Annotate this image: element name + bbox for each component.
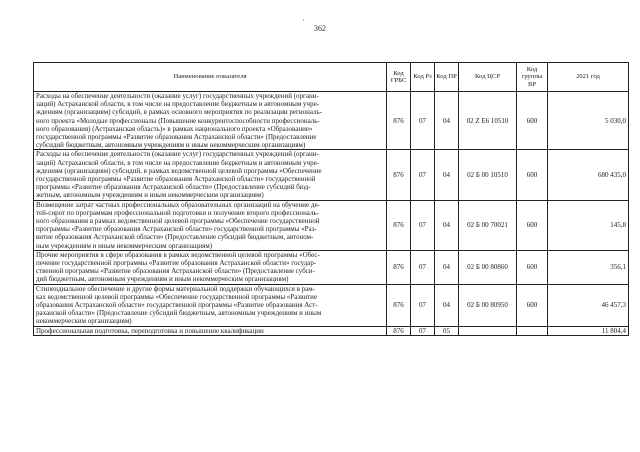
row-name-line: Стипендиальное обеспечение и другие формы материальной поддержки обучающихся в рам- [36, 284, 316, 293]
header-name: Наименование показателя [34, 63, 387, 92]
row-name [34, 200, 387, 250]
row-name-line: печение государственной программы «Развитие образования Астраханской области» государ- [36, 259, 317, 268]
row-amount: 46 457,3 [548, 284, 629, 326]
row-grbs: 876 [387, 326, 411, 335]
row-csr: 02 Б 00 70021 [459, 200, 517, 250]
row-name [34, 284, 387, 326]
row-grbs: 876 [387, 200, 411, 250]
row-pr: 04 [435, 92, 459, 150]
row-amount: 5 030,0 [548, 92, 629, 150]
row-name-line: ным учреждениям и иным некоммерческим организациям) [36, 241, 213, 250]
row-name-line: ждениям (организациям) субсидий, в рамках ведомственной целевой программы «Обеспечение [36, 166, 322, 175]
row-amount: 11 804,4 [548, 326, 629, 335]
row-rz: 07 [411, 150, 435, 200]
row-rz: 07 [411, 250, 435, 284]
page-number-text: 362 [314, 24, 326, 33]
header-rz: Код Рз [411, 63, 435, 92]
table-row [34, 326, 629, 335]
row-amount: 680 435,0 [548, 150, 629, 200]
row-rz: 07 [411, 200, 435, 250]
row-name [34, 326, 387, 335]
row-name-line: ждениям (организациям) субсидий, в рамках основного мероприятия по реализации региональ- [36, 108, 323, 117]
row-vr: 600 [517, 200, 548, 250]
row-name-line: субсидий бюджетным, автономным учреждениям и иным некоммерческим организациям) [36, 141, 306, 150]
row-name-line: Расходы на обеспечение деятельности (оказание услуг) государственных учреждений (органи- [36, 150, 319, 159]
row-grbs: 876 [387, 150, 411, 200]
header-vr: Код группы ВР [517, 63, 548, 92]
row-pr: 04 [435, 150, 459, 200]
row-name-line: ках ведомственной целевой программы «Обеспечение государственной программы «Развитие [36, 292, 318, 301]
table-header-row [34, 63, 629, 92]
row-csr: 02 Б 00 80950 [459, 284, 517, 326]
row-name-line: образования Астраханской области» государственной программы «Развитие образования Аст- [36, 301, 318, 310]
row-amount: 145,8 [548, 200, 629, 250]
row-vr: 600 [517, 92, 548, 150]
row-name-line: ного образования) (Астраханская область)» в рамках национального проекта «Образование» [36, 124, 313, 133]
row-name-line: заций) Астраханской области, в том числе на предоставление бюджетным и автономным учре- [36, 158, 320, 167]
header-pr: Код ПР [435, 63, 459, 92]
header-year: 2021 год [548, 63, 629, 92]
table-row [34, 200, 629, 250]
row-vr: 600 [517, 150, 548, 200]
row-pr: 05 [435, 326, 459, 335]
table-row [34, 92, 629, 150]
row-vr: 600 [517, 250, 548, 284]
row-name-line: программы «Развитие образования Астраханской области» (Предоставление субсидий бюд- [36, 183, 311, 192]
row-csr: 02 Б 00 10510 [459, 150, 517, 200]
row-name-line: ного образования в рамках ведомственной целевой программы «Обеспечение государственной [36, 217, 320, 226]
table-row [34, 150, 629, 200]
row-name-line: программы «Развитие образования Астраханской области» государственной программы «Раз- [36, 225, 317, 234]
row-vr [517, 326, 548, 335]
row-pr: 04 [435, 250, 459, 284]
row-rz: 07 [411, 284, 435, 326]
row-csr: 02 Z E6 10510 [459, 92, 517, 150]
row-name-line: заций) Астраханской области, в том числе на предоставление бюджетным и автономным учре- [36, 100, 320, 109]
row-rz: 07 [411, 92, 435, 150]
row-rz: 07 [411, 326, 435, 335]
row-name-line: государственной программы «Развитие образования Астраханской области» государственной [36, 175, 316, 184]
row-csr [459, 326, 517, 335]
row-grbs: 876 [387, 284, 411, 326]
table-row [34, 284, 629, 326]
header-grbs: Код ГРБС [387, 63, 411, 92]
row-name-line: Расходы на обеспечение деятельности (оказание услуг) государственных учреждений (органи- [36, 92, 319, 100]
row-name-line: некоммерческим организациям) [36, 317, 132, 326]
table-body [34, 92, 629, 336]
table-row [34, 250, 629, 284]
row-grbs: 876 [387, 92, 411, 150]
page-number: ' 362 [303, 18, 326, 33]
row-name-line: раханской области» (Предоставление субсидий бюджетным, автономным учреждениям и иным [36, 309, 322, 318]
row-pr: 04 [435, 200, 459, 250]
row-name-line: ственной программы «Развитие образования Астраханской области» (Предоставление субси- [36, 267, 315, 276]
row-pr: 04 [435, 284, 459, 326]
row-grbs: 876 [387, 250, 411, 284]
row-name-line: жетным, автономным учреждениям и иным некоммерческим организациям) [36, 191, 264, 200]
row-vr: 600 [517, 284, 548, 326]
row-name-line: ного проекта «Молодые профессионалы (Повышение конкурентоспособности профессиональ- [36, 116, 320, 125]
budget-table [33, 62, 629, 336]
header-csr: Код ЦСР [459, 63, 517, 92]
row-name [34, 92, 387, 150]
row-name-line: дий бюджетным, автономным учреждениям и иным некоммерческим организациям) [36, 275, 289, 284]
row-name-line: Профессиональная подготовка, переподготовка и повышение квалификации [36, 326, 264, 335]
row-name-line: Возмещение затрат частных профессиональных образовательных организаций на обучение де- [36, 200, 320, 209]
row-name-line: государственной программы «Развитие образования Астраханской области» (Предоставление [36, 133, 317, 142]
row-name-line: Прочие мероприятия в сфере образования в рамках ведомственной целевой программы «Обес- [36, 250, 320, 259]
row-name [34, 250, 387, 284]
row-csr: 02 Б 00 80860 [459, 250, 517, 284]
row-name [34, 150, 387, 200]
row-name-line: тей-сирот по программам профессиональной подготовки и получение второго профессиональ- [36, 208, 319, 217]
row-name-line: витие образования Астраханской области» (Предоставление субсидий бюджетным, автоном- [36, 233, 314, 242]
row-amount: 356,1 [548, 250, 629, 284]
